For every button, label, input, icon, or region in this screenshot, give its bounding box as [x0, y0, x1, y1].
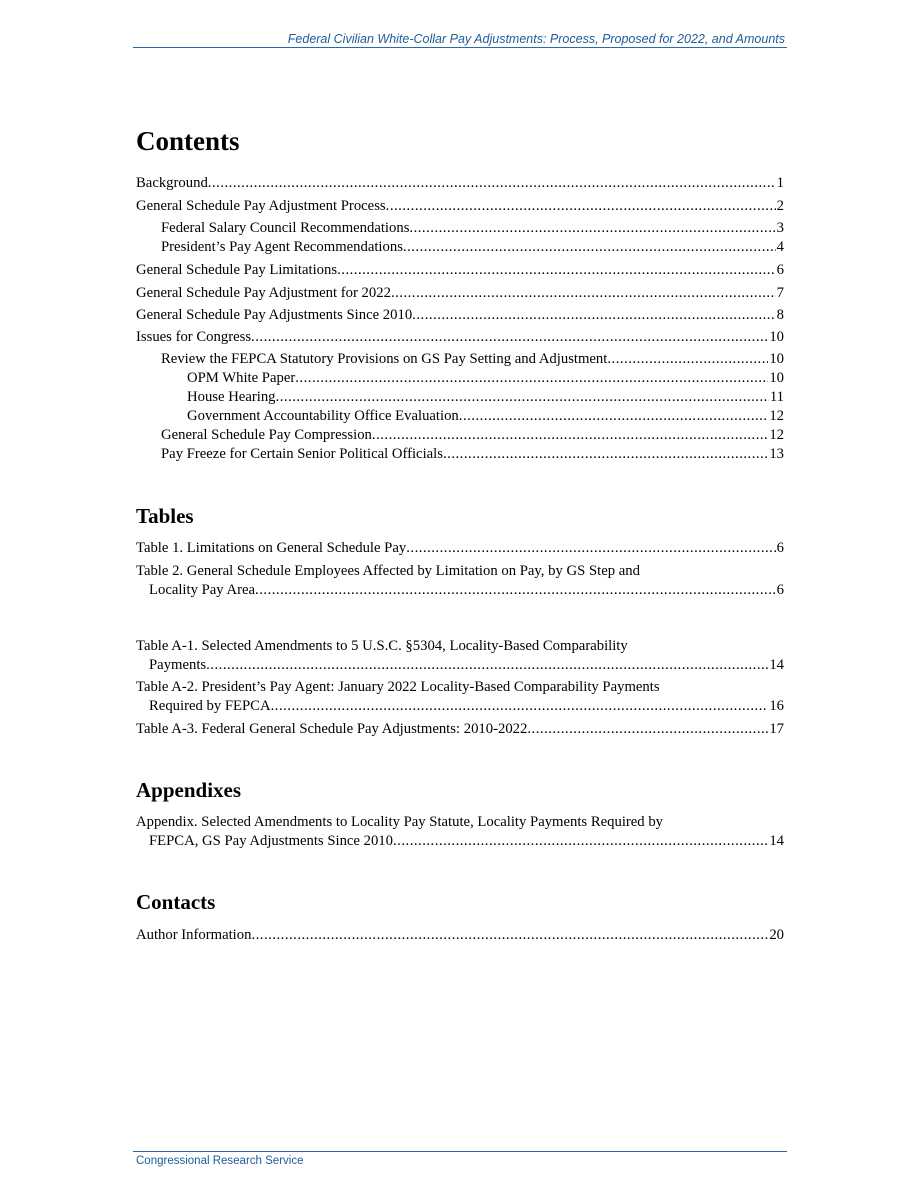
toc-entry-line: Payments — [149, 657, 207, 673]
toc-entry-table-1[interactable]: Table 1. Limitations on General Schedule Pay ..... 6 — [136, 539, 784, 558]
toc-entry-author-information[interactable]: Author Information ..... 20 — [136, 926, 784, 945]
toc-group — [136, 219, 784, 257]
toc-entry-line: Required by FEPCA — [149, 698, 271, 714]
toc-group — [136, 350, 784, 464]
toc-group — [136, 261, 784, 280]
toc-entry-line: Appendix. Selected Amendments to Locality Pay Statute, Locality Payments Required by — [136, 814, 664, 830]
toc-entry-appendix[interactable] — [136, 813, 784, 851]
toc-entry-gs-pay-compression[interactable]: General Schedule Pay Compression ..... 12 — [161, 426, 784, 445]
toc-page-number: 16 — [769, 698, 784, 714]
toc-group — [136, 284, 784, 303]
toc-entry-gs-pay-adjustment-process[interactable]: General Schedule Pay Adjustment Process ..... 2 — [136, 197, 784, 216]
toc-group — [136, 720, 784, 739]
toc-entry-review-fepca[interactable]: Review the FEPCA Statutory Provisions on GS Pay Setting and Adjustment ..... 10 — [161, 350, 784, 369]
toc-entry-pay-freeze[interactable]: Pay Freeze for Certain Senior Political Officials ..... 13 — [161, 445, 784, 464]
contents-section — [136, 128, 784, 155]
toc-page-number: 14 — [769, 657, 784, 673]
toc-group — [136, 306, 784, 325]
toc-entry-gs-pay-limitations[interactable]: General Schedule Pay Limitations ..... 6 — [136, 261, 784, 280]
toc-entry-background[interactable]: Background ..... 1 — [136, 174, 784, 193]
toc-page-number: 6 — [776, 582, 784, 598]
tables-section — [136, 506, 784, 527]
contacts-section — [136, 892, 784, 913]
toc-group — [136, 197, 784, 216]
contents-list — [136, 174, 784, 193]
toc-entry-table-a1[interactable] — [136, 637, 784, 675]
toc-entry-opm-white-paper[interactable]: OPM White Paper ..... 10 — [187, 369, 784, 388]
toc-entry-line: Table A-1. Selected Amendments to 5 U.S.C. §5304, Locality-Based Comparability — [136, 638, 628, 654]
toc-entry-table-a3[interactable]: Table A-3. Federal General Schedule Pay Adjustments: 2010-2022 ..... 17 — [136, 720, 784, 739]
tables-list — [136, 539, 784, 558]
toc-entry-presidents-pay-agent[interactable]: President’s Pay Agent Recommendations ..... 4 — [161, 238, 784, 257]
appendixes-section — [136, 780, 784, 801]
toc-entry-gs-pay-adjustment-2022[interactable]: General Schedule Pay Adjustment for 2022 ..... 7 — [136, 284, 784, 303]
toc-entry-line: Table 2. General Schedule Employees Affected by Limitation on Pay, by GS Step and — [136, 563, 640, 579]
toc-entry-federal-salary-council[interactable]: Federal Salary Council Recommendations ..... 3 — [161, 219, 784, 238]
toc-entry-house-hearing[interactable]: House Hearing ..... 11 — [187, 388, 784, 407]
toc-entry-gao-evaluation[interactable]: Government Accountability Office Evaluation ..... 12 — [187, 407, 784, 426]
running-footer: Congressional Research Service — [136, 1155, 304, 1167]
tables-title: Tables — [136, 504, 194, 528]
toc-entry-line: Table A-2. President’s Pay Agent: January 2022 Locality-Based Comparability Payments — [136, 679, 660, 695]
toc-page-number: 14 — [769, 833, 784, 849]
running-header: Federal Civilian White-Collar Pay Adjustments: Process, Proposed for 2022, and Amounts — [287, 32, 785, 46]
contents-title: Contents — [136, 126, 240, 156]
appendixes-title: Appendixes — [136, 778, 242, 802]
toc-entry-gs-pay-adjustments-since-2010[interactable]: General Schedule Pay Adjustments Since 2010 ..... 8 — [136, 306, 784, 325]
toc-entry-line: FEPCA, GS Pay Adjustments Since 2010 — [149, 833, 393, 849]
header-rule — [133, 47, 787, 48]
toc-entry-table-2[interactable] — [136, 562, 784, 600]
toc-entry-table-a2[interactable] — [136, 678, 784, 716]
toc-group — [136, 328, 784, 347]
contacts-list — [136, 926, 784, 945]
footer-rule — [133, 1151, 787, 1152]
contacts-title: Contacts — [136, 890, 216, 914]
toc-entry-issues-for-congress[interactable]: Issues for Congress ..... 10 — [136, 328, 784, 347]
toc-entry-line: Locality Pay Area — [149, 582, 256, 598]
